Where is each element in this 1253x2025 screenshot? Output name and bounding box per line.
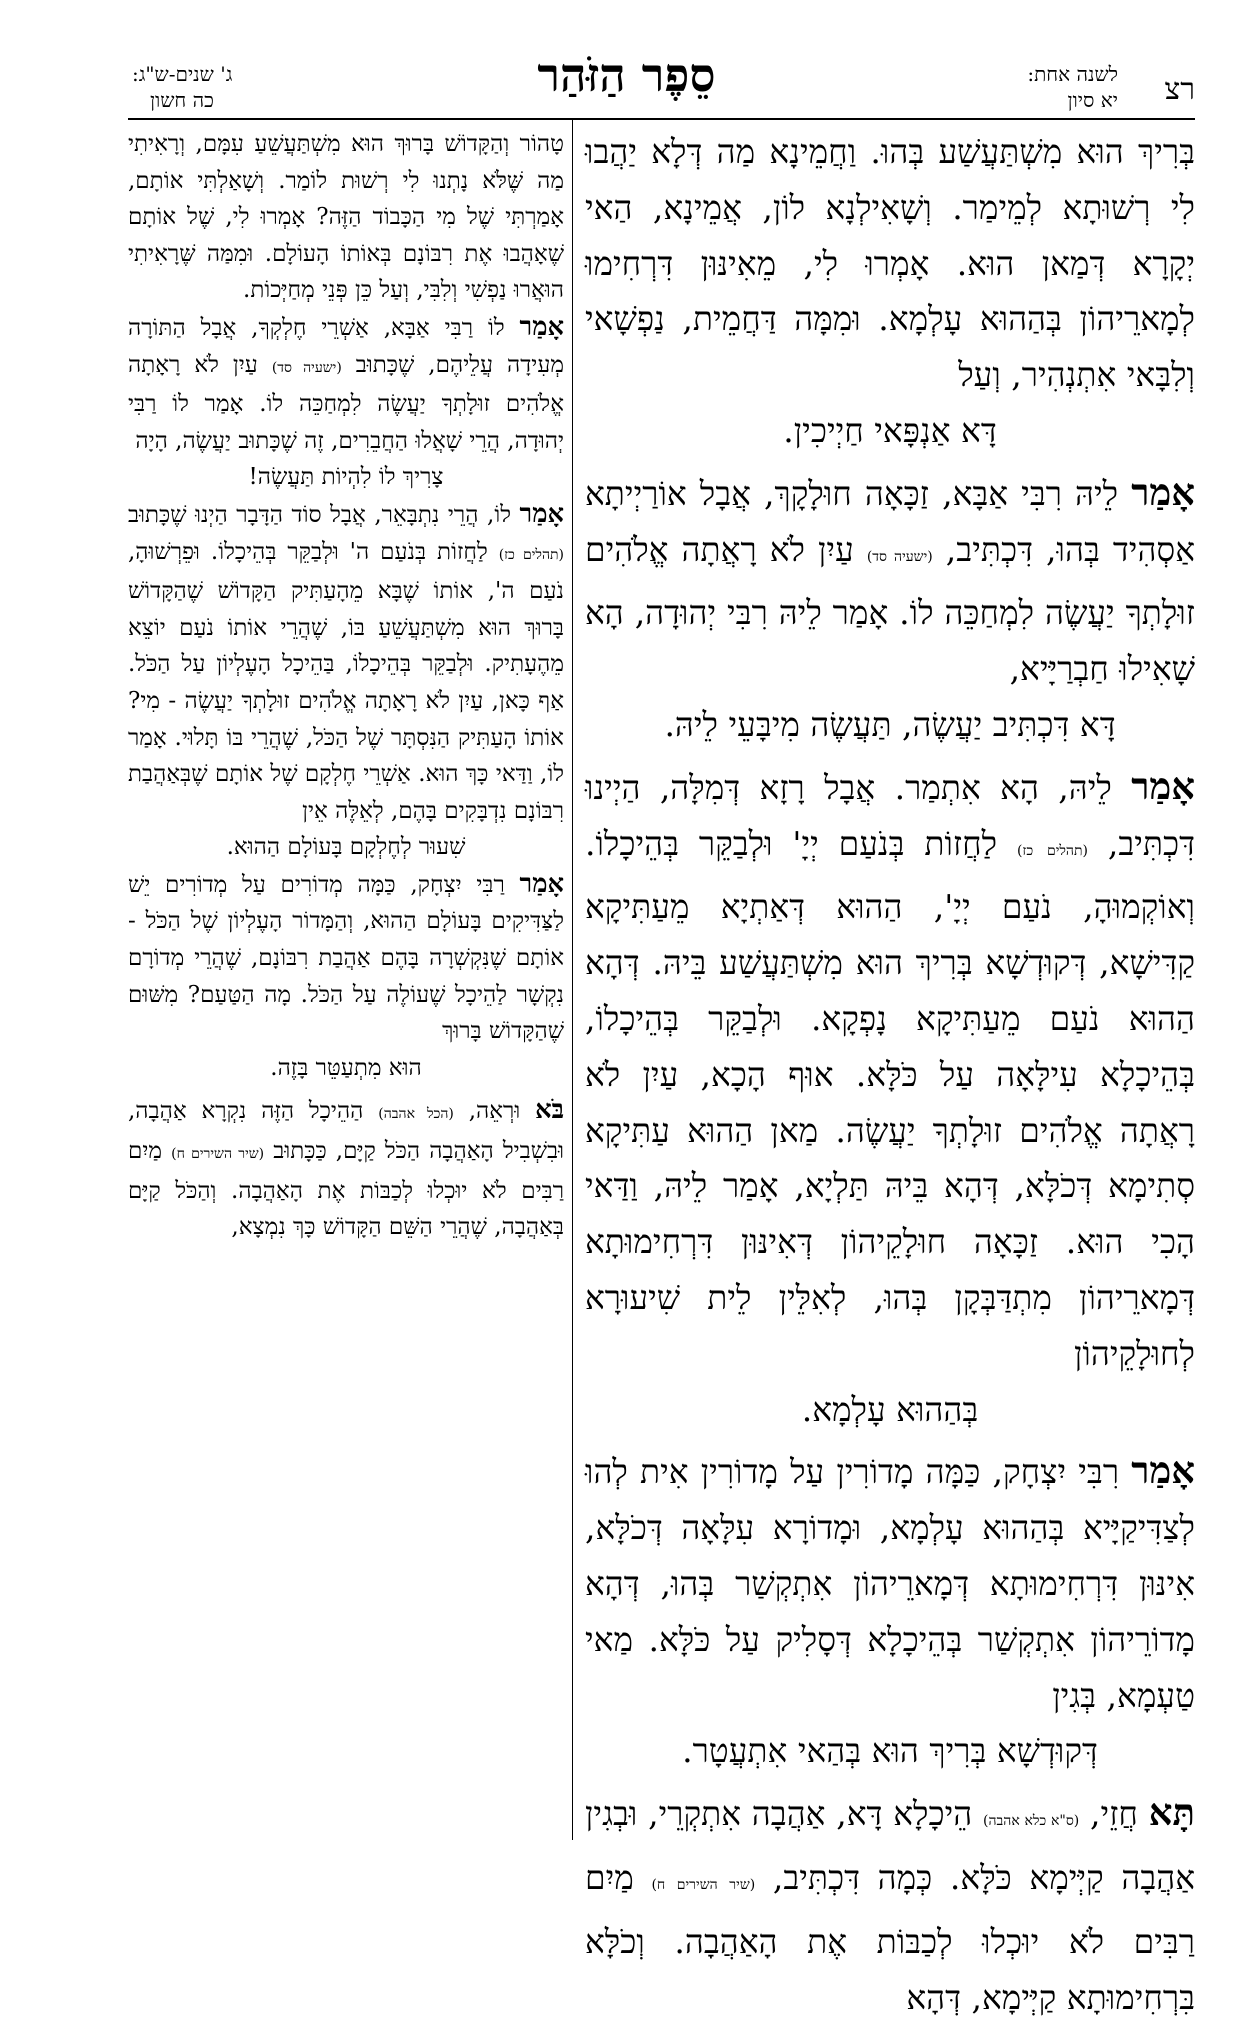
hebrew-translation-column	[128, 126, 564, 1246]
verse-reference: (תהלים כז)	[498, 546, 564, 563]
paragraph-lead-word: אָמַר	[519, 868, 564, 899]
main-paragraph-end: בְּהַהוּא עָלְמָא.	[801, 1389, 979, 1429]
header-yearly-schedule: לשנה אחת:	[1027, 62, 1118, 86]
side-paragraph: בֹּא וּרְאֵה, (הכל אהבה) הַהֵיכָל הַזֶּה נִקְרָא אַהֲבָה, וּבִשְׁבִיל הָאַהֲבָה הַכֹּל קַיָּם, כַּכָּתוּב (שיר השירים ח) מַיִם רַבִּים לֹא יוּכְלוּ לְכַבּוֹת אֶת הָאַהֲבָה. וְהַכֹּל קַיָּם בְּאַהֲבָה, שֶׁהֲרֵי הַשֵּׁם הַקָּדוֹשׁ כָּךְ נִמְצָא,	[128, 1095, 565, 1241]
side-paragraph-end: צָרִיךְ לוֹ לִהְיוֹת תַּעֲשֶׂה!	[248, 464, 444, 491]
main-paragraph-end: דָּא אַנְפָּאי חַיְיכִין.	[783, 410, 997, 450]
book-title: סֵפֶר הַזֹּהַר	[537, 48, 716, 102]
column-divider	[572, 120, 573, 1840]
paragraph-lead-word: אָמַר	[1131, 1448, 1195, 1493]
main-paragraph-end: דָּא דִּכְתִּיב יַעֲשֶׂה, תַּעֲשֶׂה מִיבָּעֵי לֵיהּ.	[664, 704, 1116, 744]
verse-reference: (שיר השירים ח)	[171, 1146, 265, 1163]
paragraph-lead-word: אָמַר	[1131, 763, 1195, 808]
paragraph-lead-word: אָמַר	[1131, 469, 1195, 514]
verse-reference: (הכל אהבה)	[378, 1106, 454, 1123]
side-paragraph-end: הוּא מִתְעַטֵּר בָּזֶה.	[270, 1054, 422, 1081]
side-paragraph: אָמַר רַבִּי יִצְחָק, כַּמָּה מְדוֹרִים עַל מְדוֹרִים יֵשׁ לַצַּדִּיקִים בָּעוֹלָם הַהוּא, וְהַמָּדוֹר הָעֶלְיוֹן שֶׁל הַכֹּל - אוֹתָם שֶׁנִּקְשְׁרָה בָּהֶם אַהֲבַת רִבּוֹנָם, שֶׁהֲרֵי מְדוֹרָם נִקְשָׁר לַהֵיכָל שֶׁעוֹלֶה עַל הַכֹּל. מָה הַטַּעַם? מִשּׁוּם שֶׁהַקָּדוֹשׁ בָּרוּךְ	[128, 868, 564, 1045]
header-three-year-date: כה חשון	[150, 88, 214, 112]
side-paragraph: אָמַר לוֹ רַבִּי אַבָּא, אַשְׁרֵי חֶלְקְךָ, אֲבָל הַתּוֹרָה מְעִידָה עֲלֵיהֶם, שֶׁכָּתוּב (ישעיה סד) עַיִן לֹא רָאָתָה אֱלֹהִים זוּלָתְךָ יַעֲשֶׂה לִמְחַכֵּה לוֹ. אָמַר לוֹ רַבִּי יְהוּדָה, הֲרֵי שָׁאֲלוּ הַחֲבֵרִים, זֶה שֶׁכָּתוּב יַעֲשֶׂה, הָיָה	[128, 311, 564, 454]
main-paragraph: בְּרִיךְ הוּא מִשְׁתַּעֲשַׁע בְּהוּ. וַחֲמֵינָא מַה דְּלָא יַהֲבוּ לִי רְשׁוּתָא לְמֵימַר. וְשָׁאִילְנָא לוֹן, אֲמֵינָא, הַאי יְקָרָא דְּמַאן הוּא. אָמְרוּ לִי, מֵאִינּוּן דִּרְחִימוּ לְמָארֵיהוֹן בְּהַהוּא עָלְמָא. וּמִמָּה דַּחֲמֵית, נַפְשָׁאי וְלִבָּאי אִתְנְהִיר, וְעַל	[585, 132, 1195, 395]
verse-reference: (ישעיה סד)	[271, 359, 342, 376]
verse-reference: (תהלים כז)	[1016, 842, 1088, 859]
paragraph-lead-word: אָמַר	[519, 311, 564, 342]
paragraph-lead-word: אָמַר	[519, 498, 564, 529]
side-paragraph: אָמַר לוֹ, הֲרֵי נִתְבָּאֵר, אֲבָל סוֹד הַדָּבָר הַיְנוּ שֶׁכָּתוּב (תהלים כז) לַחֲזוֹת בְּנֹעַם ה' וּלְבַקֵּר בְּהֵיכָלוֹ. וּפֵרְשׁוּהָ, נֹעַם ה', אוֹתוֹ שֶׁבָּא מֵהָעַתִּיק הַקָּדוֹשׁ שֶׁהַקָּדוֹשׁ בָּרוּךְ הוּא מִשְׁתַּעֲשֵׁעַ בּוֹ, שֶׁהֲרֵי אוֹתוֹ נֹעַם יוֹצֵא מֵהֶעָתִיק. וּלְבַקֵּר בְּהֵיכָלוֹ, בַּהֵיכָל הָעֶלְיוֹן עַל הַכֹּל. אַף כָּאן, עַיִן לֹא רָאָתָה אֱלֹהִים זוּלָתְךָ יַעֲשֶׂה - מִי? אוֹתוֹ הָעַתִּיק הַנִּסְתָּר שֶׁל הַכֹּל, שֶׁהֲרֵי בּוֹ תָּלוּי. אָמַר לוֹ, וַדַּאי כָּךְ הוּא. אַשְׁרֵי חֶלְקָם שֶׁל אוֹתָם שֶׁבְּאַהֲבַת רִבּוֹנָם נִדְבָּקִים בָּהֶם, לְאֵלֶּה אֵין	[128, 498, 564, 824]
main-paragraph-end: דְּקוּדְשָׁא בְּרִיךְ הוּא בְּהַאי אִתְעֲטָר.	[682, 1731, 1098, 1771]
header-three-year-schedule: ג' שנים-ש"ג:	[132, 62, 233, 86]
verse-reference: (שיר השירים ח)	[651, 1876, 756, 1893]
paragraph-lead-word: בֹּא	[535, 1095, 565, 1126]
main-paragraph: אָמַר לֵיהּ רִבִּי אַבָּא, זַכָּאָה חוּלָקָךְ, אֲבָל אוֹרַיְיתָא אַסְהִיד בְּהוּ, דִּכְתִּיב, (ישעיה סד) עַיִן לֹא רָאֲתָה אֱלֹהִים זוּלָתְךָ יַעֲשֶׂה לִמְחַכֵּה לוֹ. אָמַר לֵיהּ רִבִּי יְהוּדָה, הָא שָׁאִילוּ חַבְרַיָּיא,	[585, 469, 1196, 689]
page-number: רצ	[1164, 72, 1195, 107]
verse-reference: (ס"א כלא אהבה)	[983, 1813, 1080, 1830]
main-paragraph: אָמַר רִבִּי יִצְחָק, כַּמָּה מָדוֹרִין עַל מָדוֹרִין אִית לְהוּ לְצַדִּיקַיָּיא בְּהַהוּא עָלְמָא, וּמָדוֹרָא עִלָּאָה דְּכֹלָּא, אִינּוּן דִּרְחִימוּתָא דְּמָארֵיהוֹן אִתְקְשַׁר בְּהוּ, דְּהָא מָדוֹרֵיהוֹן אִתְקְשַׁר בְּהֵיכָלָא דְּסָלִיק עַל כֹּלָּא. מַאי טַעְמָא, בְּגִין	[585, 1448, 1195, 1715]
header-rule	[128, 118, 1195, 120]
side-paragraph: טָהוֹר וְהַקָּדוֹשׁ בָּרוּךְ הוּא מִשְׁתַּעֲשֵׁעַ עִמָּם, וְרָאִיתִי מַה שֶּׁלֹּא נָתְנוּ לִי רְשׁוּת לוֹמַר. וְשָׁאַלְתִּי אוֹתָם, אָמַרְתִּי שֶׁל מִי הַכָּבוֹד הַזֶּה? אָמְרוּ לִי, שֶׁל אוֹתָם שֶׁאָהֲבוּ אֶת רִבּוֹנָם בְּאוֹתוֹ הָעוֹלָם. וּמִמַּה שֶּׁרָאִיתִי הוּאֲרוּ נַפְשִׁי וְלִבִּי, וְעַל כֵּן פְּנֵי מְחַיְּכוֹת.	[128, 131, 564, 304]
aramaic-main-column	[585, 124, 1195, 2025]
header-yearly-date: יא סיון	[1067, 88, 1118, 112]
verse-reference: (ישעיה סד)	[866, 548, 933, 565]
main-paragraph: תָּא חֲזֵי, (ס"א כלא אהבה) הֵיכָלָא דָּא, אַהֲבָה אִתְקְרֵי, וּבְגִין אַהֲבָה קַיְּימָא כֹּלָּא. כְּמָה דִּכְתִּיב, (שיר השירים ח) מַיִם רַבִּים לֹא יוּכְלוּ לְכַבּוֹת אֶת הָאַהֲבָה. וְכֹלָּא בִּרְחִימוּתָא קַיְּימָא, דְּהָא	[585, 1790, 1196, 2017]
paragraph-lead-word: תָּא	[1148, 1790, 1195, 1835]
main-paragraph: אָמַר לֵיהּ, הָא אִתְמַר. אֲבָל רָזָא דְּמִלָּה, הַיְינוּ דִּכְתִּיב, (תהלים כז) לַחֲזוֹת בְּנֹעַם יְיָ' וּלְבַקֵּר בְּהֵיכָלוֹ. וְאוֹקְמוּהָ, נֹעַם יְיָ', הַהוּא דְּאַתְיָא מֵעַתִּיקָא קַדִּישָׁא, דְּקוּדְשָׁא בְּרִיךְ הוּא מִשְׁתַּעֲשַׁע בֵּיהּ. דְּהָא הַהוּא נֹעַם מֵעַתִּיקָא נָפְקָא. וּלְבַקֵּר בְּהֵיכָלוֹ, בְּהֵיכָלָא עִילָּאָה עַל כֹּלָּא. אוּף הָכָא, עַיִן לֹא רָאֲתָה אֱלֹהִים זוּלָתְךָ יַעֲשֶׂה. מַאן הַהוּא עַתִּיקָא סְתִימָא דְּכֹלָּא, דְּהָא בֵּיהּ תַּלְיָא, אָמַר לֵיהּ, וַדַּאי הָכִי הוּא. זַכָּאָה חוּלָקֵיהוֹן דְּאִינּוּן דִּרְחִימוּתָא דְּמָארֵיהוֹן מִתְדַּבְּקָן בְּהוּ, לְאִלֵּין לֵית שִׁיעוּרָא לְחוּלָקֵיהוֹן	[585, 763, 1196, 1373]
side-paragraph-end: שִׁעוּר לְחֶלְקָם בָּעוֹלָם הַהוּא.	[226, 834, 466, 861]
